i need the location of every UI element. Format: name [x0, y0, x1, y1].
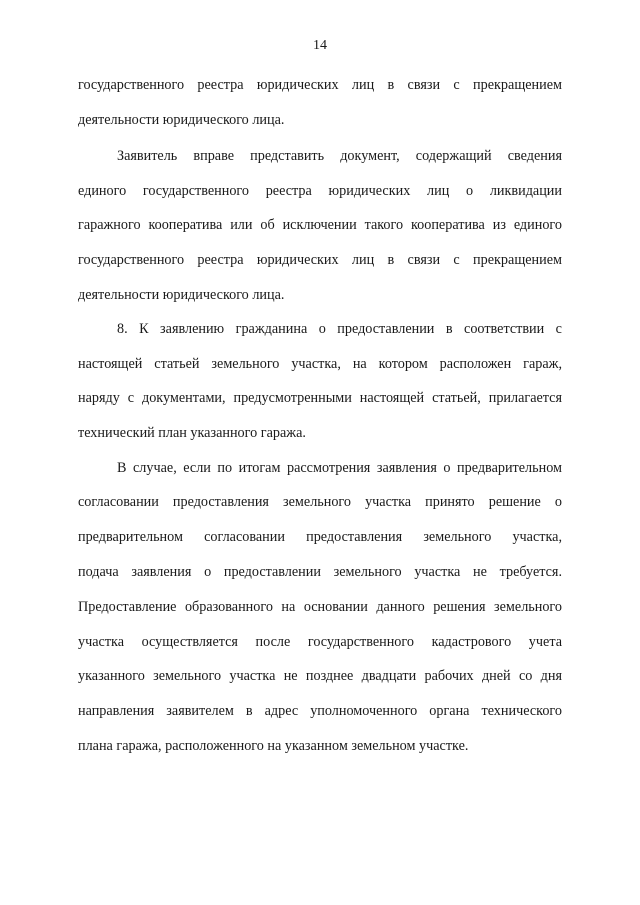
text-line: участка осуществляется после государственного кадастрового учета: [78, 634, 562, 650]
text-line: государственного реестра юридических лиц в связи с прекращением: [78, 252, 562, 268]
text-line: единого государственного реестра юридических лиц о ликвидации: [78, 183, 562, 199]
page-number: 14: [313, 38, 327, 53]
text-line: указанного земельного участка не позднее двадцати рабочих дней со дня: [78, 668, 562, 684]
text-line: гаражного кооператива или об исключении такого кооператива из единого: [78, 217, 562, 233]
text-line: Предоставление образованного на основании данного решения земельного: [78, 599, 562, 615]
text-line: направления заявителем в адрес уполномоченного органа технического: [78, 703, 562, 719]
text-line: деятельности юридического лица.: [78, 112, 285, 128]
text-line: настоящей статьей земельного участка, на котором расположен гараж,: [78, 356, 562, 372]
text-line: государственного реестра юридических лиц в связи с прекращением: [78, 77, 562, 93]
text-line: деятельности юридического лица.: [78, 287, 285, 303]
text-line: плана гаража, расположенного на указанном земельном участке.: [78, 738, 469, 754]
text-line: согласовании предоставления земельного участка принято решение о: [78, 494, 562, 510]
text-line: технический план указанного гаража.: [78, 425, 306, 441]
paragraph-first-line: В случае, если по итогам рассмотрения заявления о предварительном: [117, 460, 562, 476]
text-line: предварительном согласовании предоставления земельного участка,: [78, 529, 562, 545]
text-line: подача заявления о предоставлении земельного участка не требуется.: [78, 564, 562, 580]
paragraph-first-line: Заявитель вправе представить документ, содержащий сведения: [117, 148, 562, 164]
paragraph-first-line: 8. К заявлению гражданина о предоставлении в соответствии с: [117, 321, 562, 337]
text-line: наряду с документами, предусмотренными настоящей статьей, прилагается: [78, 390, 562, 406]
